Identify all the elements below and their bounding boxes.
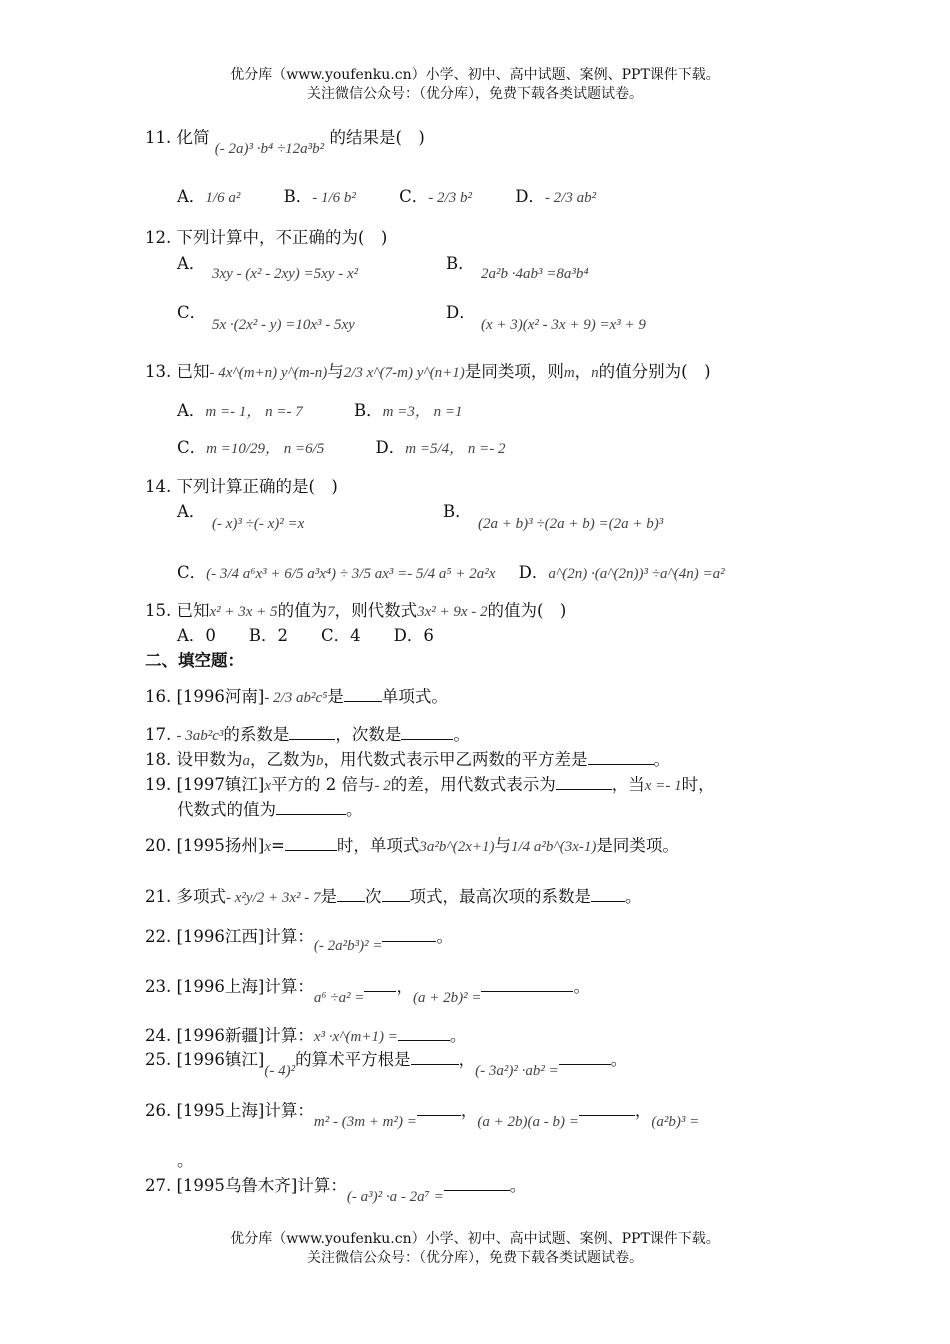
q14-stem: 14. 下列计算正确的是( ) <box>145 477 338 496</box>
q22: 22. [1996江西]计算：(- 2a²b³)² = 。 <box>145 927 453 954</box>
q14-option-b-expr: (2a + b)³ ÷(2a + b) =(2a + b)³ <box>478 516 664 532</box>
q23-second-blank[interactable] <box>481 975 573 992</box>
q26-first-blank[interactable] <box>417 1099 461 1116</box>
q24: 24. [1996新疆]计算：x³ ·x^(m+1) = 。 <box>145 1026 467 1045</box>
q23: 23. [1996上海]计算：a⁶ ÷a² =，(a + 2b)² =。 <box>145 977 590 1006</box>
q11-stem: 11. 化简 (- 2a)³ ·b⁴ ÷12a³b² 的结果是( ) <box>145 128 425 157</box>
q12-option-d-expr: (x + 3)(x² - 3x + 9) =x³ + 9 <box>481 317 646 333</box>
header-line-1: 优分库（www.youfenku.cn）小学、初中、高中试题、案例、PPT课件下载。 <box>230 67 720 83</box>
q17: 17. - 3ab²c³的系数是 ，次数是 。 <box>145 725 470 744</box>
q12-option-d: D． <box>446 303 476 322</box>
q25-product-blank[interactable] <box>559 1048 611 1065</box>
q24-answer-blank[interactable] <box>398 1024 450 1041</box>
q27: 27. [1995乌鲁木齐]计算：(- a³)² ·a - 2a⁷ =。 <box>145 1176 527 1205</box>
q26-end: 。 <box>177 1151 194 1170</box>
q11-number: 11. <box>145 128 172 147</box>
page-footer <box>0 1230 950 1268</box>
q26: 26. [1995上海]计算：m² - (3m + m²) =，(a + 2b)(a - b) =，(a²b)³ = <box>145 1101 700 1130</box>
q12-option-b: B． <box>446 254 475 273</box>
footer-line-2: 关注微信公众号：（优分库），免费下载各类试题试卷。 <box>307 1250 643 1266</box>
q13-options-row1: A．m =- 1， n =- 7 B．m =3， n =1 <box>177 401 463 420</box>
q19-value-blank[interactable] <box>276 798 346 815</box>
q16-answer-blank[interactable] <box>344 685 382 702</box>
q14-option-a-expr: (- x)³ ÷(- x)² =x <box>212 516 305 532</box>
q22-answer-blank[interactable] <box>382 925 436 942</box>
q25-root-blank[interactable] <box>411 1048 459 1065</box>
q18: 18. 设甲数为a，乙数为b，用代数式表示甲乙两数的平方差是 。 <box>145 750 670 769</box>
q21: 21. 多项式- x²y/2 + 3x² - 7是 次 项式，最高次项的系数是 。 <box>145 887 642 906</box>
q20: 20. [1995扬州]x= 时，单项式3a²b^(2x+1)与1/4 a²b^(3x-1)是同类项。 <box>145 836 679 855</box>
q14-option-a: A． <box>177 502 206 521</box>
q12-option-b-expr: 2a²b ·4ab³ =8a³b⁴ <box>481 266 589 282</box>
q12-option-c: C． <box>177 303 207 322</box>
q14-option-b: B． <box>443 502 472 521</box>
q21-degree-blank[interactable] <box>337 885 365 902</box>
q21-coefficient-blank[interactable] <box>591 885 625 902</box>
q16: 16. [1996河南]- 2/3 ab²c⁵是 单项式。 <box>145 687 448 706</box>
q20-answer-blank[interactable] <box>285 834 337 851</box>
q27-answer-blank[interactable] <box>444 1174 510 1191</box>
q12-option-c-expr: 5x ·(2x² - y) =10x³ - 5xy <box>212 317 355 333</box>
q17-coefficient-blank[interactable] <box>289 723 335 740</box>
q19-line1: 19. [1997镇江]x平方的 2 倍与- 2的差，用代数式表示为 ，当x =- 1时， <box>145 775 715 794</box>
q11-options: A．1/6 a² B．- 1/6 b² C．- 2/3 b² D．- 2/3 ab² <box>177 187 597 206</box>
header-line-2: 关注微信公众号：（优分库），免费下载各类试题试卷。 <box>307 86 643 102</box>
q12-option-a-expr: 3xy - (x² - 2xy) =5xy - x² <box>212 266 359 282</box>
section-title: 二、填空题： <box>145 651 244 670</box>
q21-terms-blank[interactable] <box>382 885 410 902</box>
q11-expression: (- 2a)³ ·b⁴ ÷12a³b² <box>214 141 325 157</box>
q18-answer-blank[interactable] <box>588 748 654 765</box>
q25: 25. [1996镇江](- 4)²的算术平方根是 ，(- 3a²)² ·ab² =。 <box>145 1050 628 1079</box>
q12-stem: 12. 下列计算中，不正确的为( ) <box>145 228 388 247</box>
q26-second-blank[interactable] <box>579 1099 635 1116</box>
q19-line2: 代数式的值为 。 <box>177 800 363 819</box>
q19-expression-blank[interactable] <box>556 773 612 790</box>
page-header <box>0 66 950 104</box>
q14-options-cd: C．(- 3/4 a⁶x³ + 6/5 a³x⁴) ÷ 3/5 ax³ =- 5/4 a⁵ + 2a²x D．a^(2n) ·(a^(2n))³ ÷a^(4n) =a² <box>177 563 725 582</box>
q13-stem: 13. 已知- 4x^(m+n) y^(m-n)与2/3 x^(7-m) y^(n+1)是同类项，则m，n的值分别为( ) <box>145 362 711 381</box>
footer-line-1: 优分库（www.youfenku.cn）小学、初中、高中试题、案例、PPT课件下载。 <box>230 1231 720 1247</box>
q13-options-row2: C．m =10/29， n =6/5 D．m =5/4， n =- 2 <box>177 438 506 457</box>
q15-options: A．0 B．2 C．4 D．6 <box>177 626 434 645</box>
q23-first-blank[interactable] <box>364 975 396 992</box>
q17-degree-blank[interactable] <box>401 723 453 740</box>
q12-option-a: A． <box>177 254 206 273</box>
q15-stem: 15. 已知x² + 3x + 5的值为7，则代数式3x² + 9x - 2的值为( ) <box>145 601 567 620</box>
